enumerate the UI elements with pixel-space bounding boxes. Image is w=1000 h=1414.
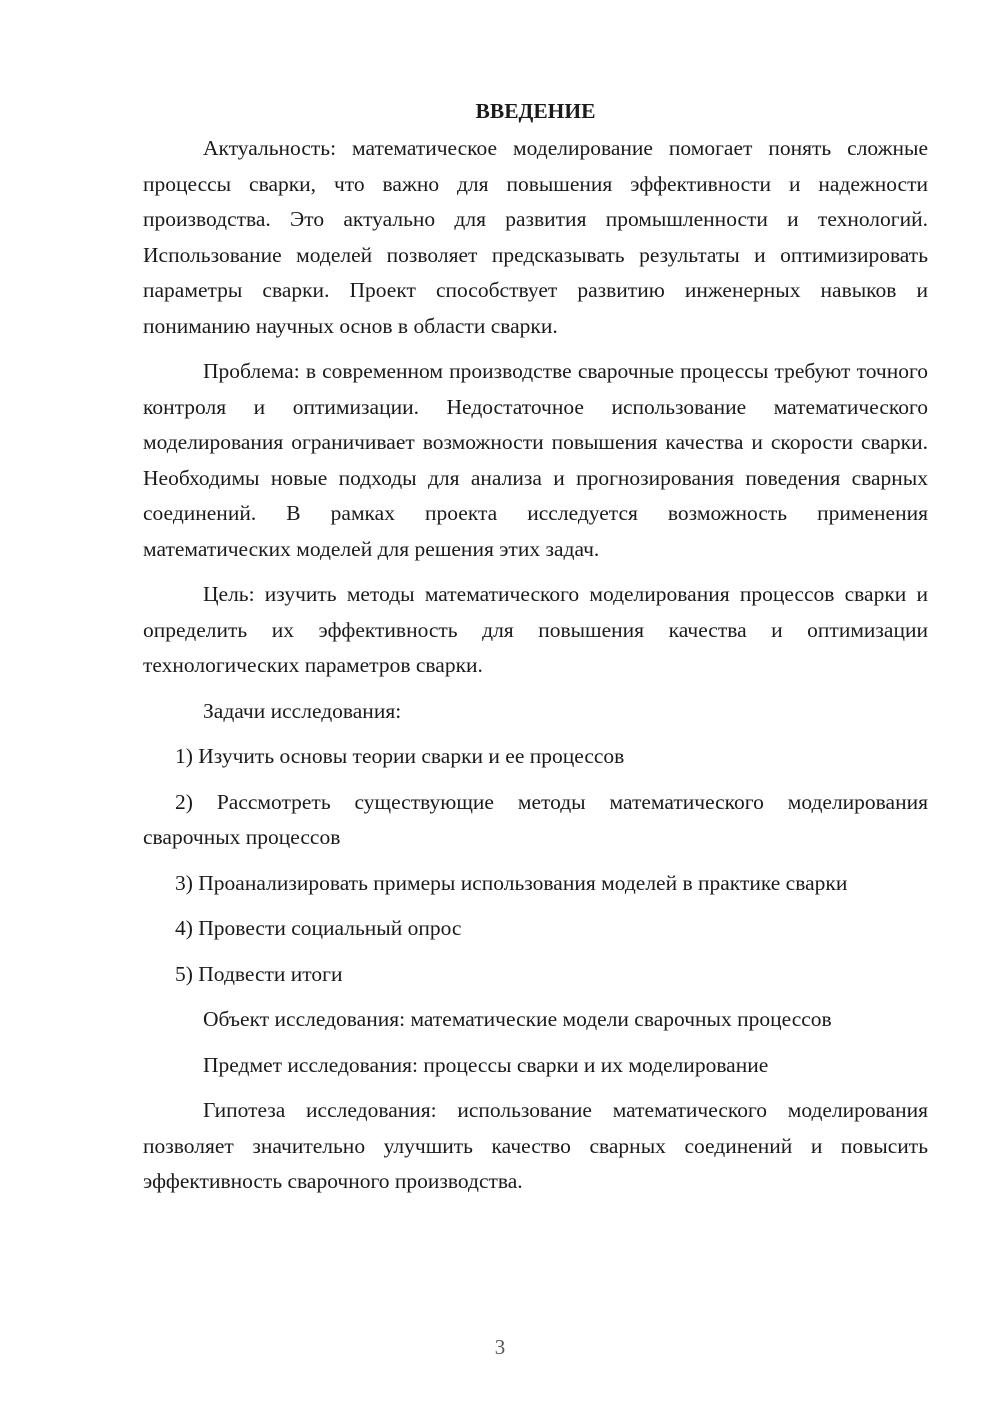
paragraph-goal: Цель: изучить методы математического моделирования процессов сварки и определить их эффективность для повышения качества и оптимизации технологических параметров сварки. [143, 582, 928, 677]
page-title: ВВЕДЕНИЕ [475, 99, 596, 123]
paragraph-relevance: Актуальность: математическое моделирование помогает понять сложные процессы сварки, что важно для повышения эффективности и надежности производства. Это актуально для развития промышленности и технологий. Использование моделей позволяет предсказывать результаты и оптимизировать параметры сварки. Проект способствует развитию инженерных навыков и пониманию научных основ в области сварки. [143, 136, 928, 338]
paragraph-problem: Проблема: в современном производстве сварочные процессы требуют точного контроля и оптимизации. Недостаточное использование математического моделирования ограничивает возможности повышения качества и скорости сварки. Необходимы новые подходы для анализа и прогнозирования поведения сварных соединений. В рамках проекта исследуется возможность применения математических моделей для решения этих задач. [143, 359, 928, 561]
paragraph-hypothesis: Гипотеза исследования: использование математического моделирования позволяет значительно улучшить качество сварных соединений и повысить эффективность сварочного производства. [143, 1098, 928, 1193]
task-item-4: 4) Провести социальный опрос [175, 916, 462, 940]
task-item-1: 1) Изучить основы теории сварки и ее процессов [175, 744, 625, 768]
tasks-heading: Задачи исследования: [203, 698, 402, 723]
paragraph-object: Объект исследования: математические модели сварочных процессов [203, 1007, 832, 1031]
task-item-3: 3) Проанализировать примеры использования моделей в практике сварки [175, 870, 848, 895]
task-item-2: 2) Рассмотреть существующие методы математического моделирования сварочных процессов [143, 789, 928, 849]
page-number: 3 [494, 1335, 506, 1359]
paragraph-subject: Предмет исследования: процессы сварки и их моделирование [203, 1052, 769, 1077]
page-content [143, 92, 928, 1210]
task-item-5: 5) Подвести итоги [175, 961, 343, 986]
